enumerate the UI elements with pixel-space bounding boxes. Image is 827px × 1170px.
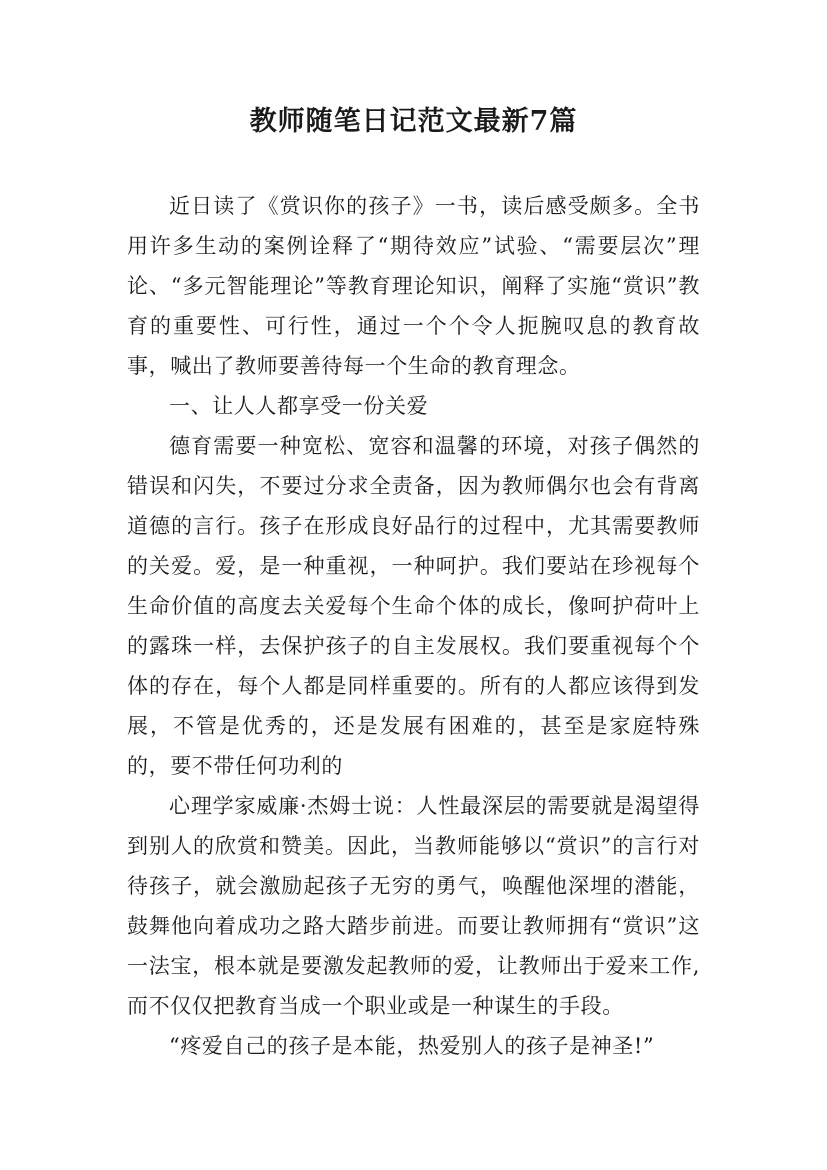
paragraph-intro: 近日读了《赏识你的孩子》一书，读后感受颇多。全书用许多生动的案例诠释了“期待效应”试验、“需要层次”理论、“多元智能理论”等教育理论知识，阐释了实施“赏识”教育的重要性、可行性，通过一个个令人扼腕叹息的教育故事，喊出了教师要善待每一个生命的教育理念。 <box>127 194 700 378</box>
paragraph-psychologist-quote: 心理学家威廉·杰姆士说：人性最深层的需要就是渴望得到别人的欣赏和赞美。因此，当教师能够以“赏识”的言行对待孩子，就会激励起孩子无穷的勇气，唤醒他深埋的潜能，鼓舞他向着成功之路大踏步前进。而要让教师拥有“赏识”这一法宝，根本就是要激发起教师的爱，让教师出于爱来工作,而不仅仅把教育当成一个职业或是一种谋生的手段。 <box>127 794 700 1018</box>
document-body <box>127 186 700 1066</box>
paragraph-moral-education: 德育需要一种宽松、宽容和温馨的环境，对孩子偶然的错误和闪失，不要过分求全责备，因为教师偶尔也会有背离道德的言行。孩子在形成良好品行的过程中，尤其需要教师的关爱。爱，是一种重视，一种呵护。我们要站在珍视每个生命价值的高度去关爱每个生命个体的成长，像呵护荷叶上的露珠一样，去保护孩子的自主发展权。我们要重视每个个体的存在，每个人都是同样重要的。所有的人都应该得到发展，不管是优秀的，还是发展有困难的，甚至是家庭特殊的，要不带任何功利的 <box>127 434 700 778</box>
document-title: 教师随笔日记范文最新7篇 <box>249 106 578 137</box>
section-heading-care: 一、让人人都享受一份关爱 <box>169 394 429 418</box>
paragraph-closing-quote: “疼爱自己的孩子是本能，热爱别人的孩子是神圣!” <box>169 1034 655 1058</box>
